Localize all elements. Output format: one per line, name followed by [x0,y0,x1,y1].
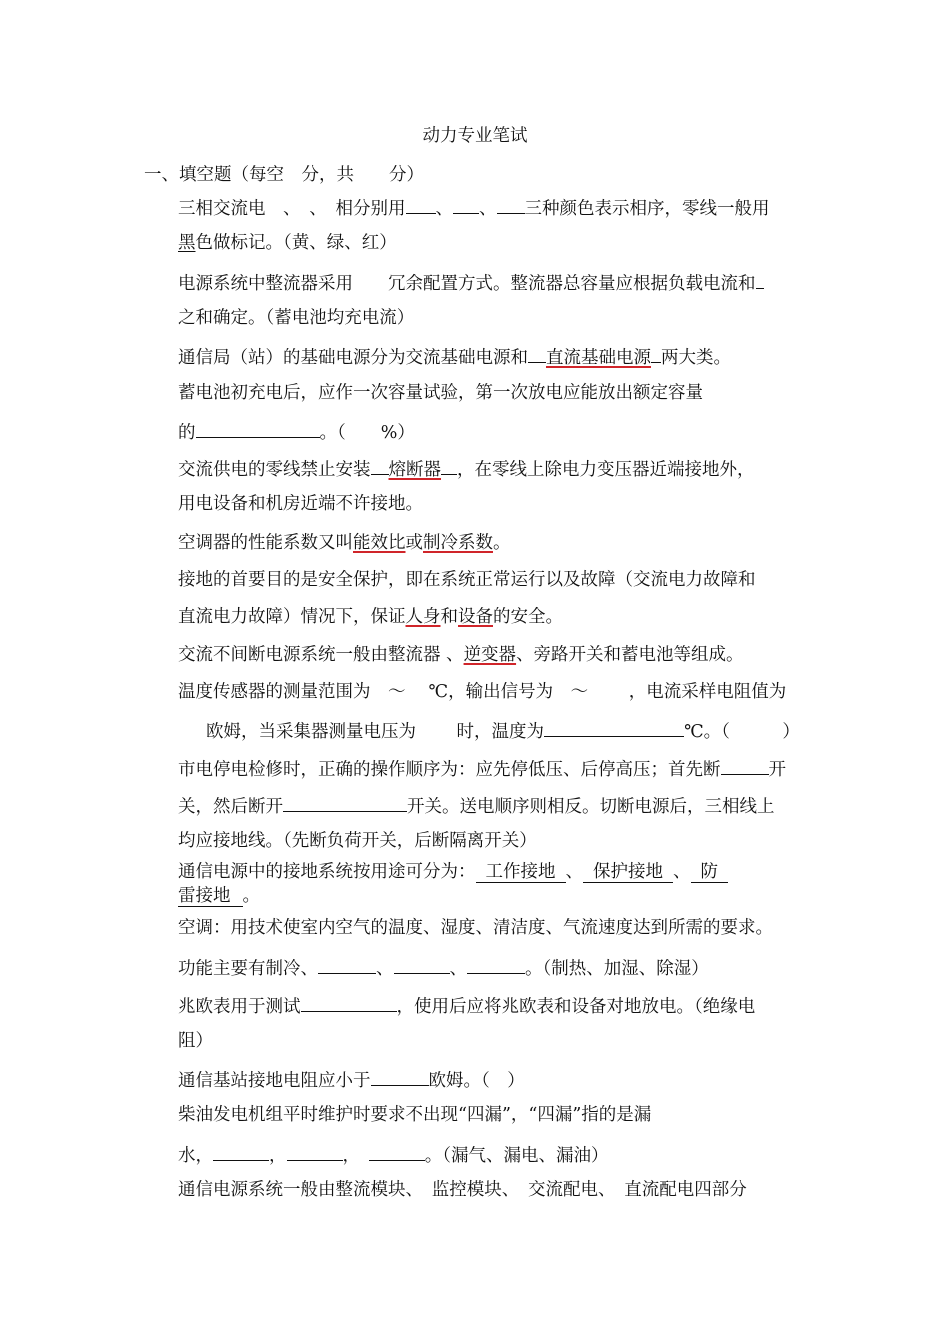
question-11-line-2 [178,888,260,907]
question-text: 。（ %） [319,423,415,443]
answer-blank[interactable] [213,1145,269,1161]
answer-text: 黑 [178,233,196,253]
answer-text: 保护接地 [583,864,673,883]
question-8 [178,647,744,665]
answer-blank[interactable] [371,1070,429,1086]
answer-blank[interactable] [453,198,479,214]
question-7-line-2 [178,609,563,627]
page-title: 动力专业笔试 [422,126,528,146]
answer-blank[interactable] [301,996,397,1012]
question-5-line-1 [178,459,755,480]
question-text: 、旁路开关和蓄电池等组成。 [516,645,744,665]
question-10-line-3: 均应接地线。（先断负荷开关，后断隔离开关） [178,831,537,851]
answer-blank[interactable] [283,796,407,812]
answer-blank[interactable] [467,958,525,974]
answer-text: 工作接地 [476,864,566,883]
question-text: 电源系统中整流器采用 冗余配置方式。整流器总容量应根据负载电流和 [178,274,756,294]
question-text: 关，然后断开 [178,797,283,817]
question-text: 的安全。 [493,607,563,627]
question-6 [178,535,511,553]
answer-blank-lead [371,459,389,475]
answer-blank[interactable] [196,422,320,438]
separator: ， [342,1146,369,1166]
question-text: 色做标记。（黄、绿、红） [195,233,397,253]
answer-text: 雷接地 [178,888,243,907]
section-heading: 一、填空题（每空 分，共 分） [144,165,424,185]
question-9-line-1: 温度传感器的测量范围为 ～ ℃，输出信号为 ～ ，电流采样电阻值为 [178,682,787,702]
answer-blank[interactable] [369,1145,425,1161]
question-13-line-2: 阻） [178,1031,213,1051]
question-9-line-2 [206,721,800,742]
answer-blank[interactable] [544,721,684,737]
answer-text: 设备 [458,607,493,627]
question-text: 欧姆，当采集器测量电压为 时，温度为 [206,722,545,742]
question-2-line-1 [178,273,764,294]
question-5-line-2: 用电设备和机房近端不许接地。 [178,494,423,514]
question-text: 水， [178,1146,213,1166]
separator: 、 [565,862,583,882]
question-text: 和 [440,607,458,627]
question-16-line-1: 通信电源系统一般由整流模块、 监控模块、 交流配电、 直流配电四部分 [178,1180,747,1200]
question-text: 欧姆。（ ） [428,1071,525,1091]
answer-text: 逆变器 [463,645,517,665]
question-7-line-1: 接地的首要目的是安全保护，即在系统正常运行以及故障（交流电力故障和 [178,570,756,590]
question-text: 交流不间断电源系统一般由整流器 、 [178,645,464,665]
question-text: 开 [768,760,786,780]
question-10-line-1 [178,759,786,780]
separator: 、 [376,959,394,979]
question-13-line-1 [178,996,755,1017]
question-text: 空调器的性能系数又叫 [178,533,353,553]
question-text: 。 [493,533,511,553]
answer-blank[interactable] [721,759,769,775]
answer-text: 直流基础电源 [546,348,651,368]
question-11-line-1 [178,864,728,883]
question-15-line-1: 柴油发电机组平时维护时要求不出现“四漏”，“四漏”指的是漏 [178,1105,652,1125]
answer-text: 制冷系数 [423,533,493,553]
question-4-line-1: 蓄电池初充电后，应作一次容量试验，第一次放电应能放出额定容量 [178,383,703,403]
answer-text: 能效比 [353,533,406,553]
question-1-line-2 [178,235,397,253]
answer-blank[interactable] [497,198,525,214]
question-text: 。（制热、加湿、除湿） [525,959,709,979]
question-text: 开关。送电顺序则相反。切断电源后，三相线上 [407,797,775,817]
question-text: ，在零线上除电力变压器近端接地外， [457,460,755,480]
question-text: 通信局（站）的基础电源分为交流基础电源和 [178,348,528,368]
question-text: 三相交流电 、 、 相分别用 [178,199,406,219]
answer-blank[interactable] [406,198,436,214]
question-text: 通信基站接地电阻应小于 [178,1071,371,1091]
answer-blank[interactable] [756,273,764,289]
question-12-line-1: 空调：用技术使室内空气的温度、湿度、清洁度、气流速度达到所需的要求。 [178,918,773,938]
answer-blank[interactable] [318,958,376,974]
question-text: ℃。（ ） [684,722,800,742]
answer-text: 人身 [405,607,441,627]
question-10-line-2 [178,796,775,817]
question-text: 直流电力故障）情况下，保证 [178,607,406,627]
separator: 、 [435,199,453,219]
question-2-line-2: 之和确定。（蓄电池均充电流） [178,308,415,328]
question-text: 兆欧表用于测试 [178,997,301,1017]
question-3 [178,347,731,368]
question-text: 的 [178,423,196,443]
separator: 、 [673,862,691,882]
answer-blank-lead [528,347,546,363]
question-text: 。 [242,886,260,906]
question-15-line-2 [178,1145,609,1166]
answer-text: 防 [691,864,729,883]
question-text: 交流供电的零线禁止安装 [178,460,371,480]
question-text: ，使用后应将兆欧表和设备对地放电。（绝缘电 [396,997,756,1017]
question-text: 功能主要有制冷、 [178,959,318,979]
question-text: 市电停电检修时，正确的操作顺序为：应先停低压、后停高压；首先断 [178,760,721,780]
question-text: 通信电源中的接地系统按用途可分为： [178,862,476,882]
question-12-line-2 [178,958,709,979]
question-text: 两大类。 [661,348,731,368]
question-text: 。（漏气、漏电、漏油） [424,1146,609,1166]
answer-blank[interactable] [394,958,450,974]
answer-blank-trail [651,347,661,363]
answer-text: 熔断器 [388,460,441,480]
question-text: 或 [405,533,423,553]
question-4-line-2 [178,422,415,443]
question-1-line-1 [178,198,770,219]
question-text: 三种颜色表示相序，零线一般用 [524,199,770,219]
separator: ， [269,1146,287,1166]
separator: 、 [479,199,497,219]
separator: 、 [449,959,467,979]
question-14 [178,1070,525,1091]
answer-blank-trail [441,459,457,475]
answer-blank[interactable] [287,1145,343,1161]
